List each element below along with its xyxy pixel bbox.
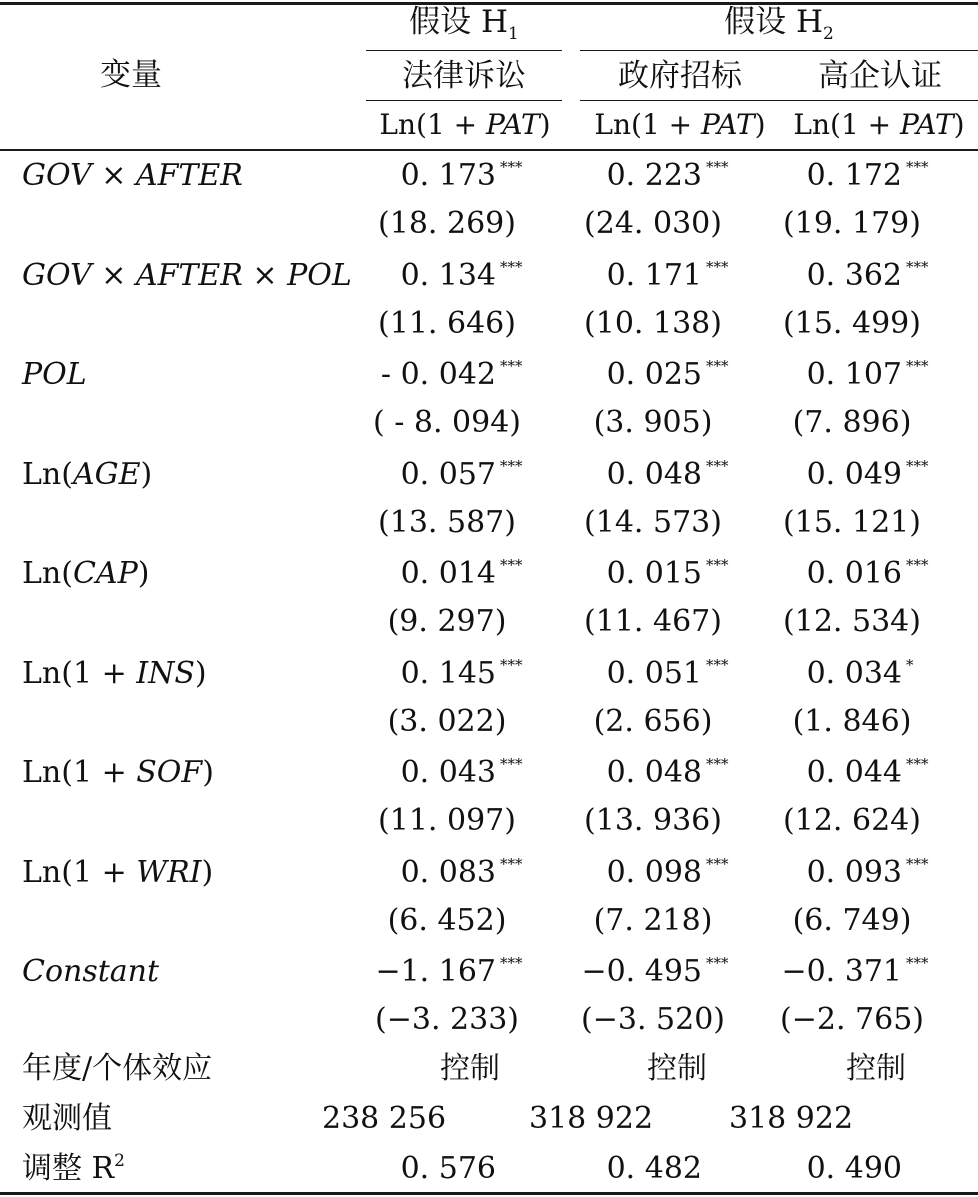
coefficient-cell [375, 954, 536, 994]
significance-stars: *** [500, 556, 523, 574]
coefficient-cell [607, 556, 742, 596]
significance-stars: *** [706, 656, 729, 674]
coefficient-value: 0. 223 [606, 158, 702, 193]
adjusted-r2-value: 0. 576 [400, 1151, 496, 1186]
dependent-variable-1: Ln(1 + PAT) [379, 108, 551, 141]
coefficient-value: 0. 049 [806, 457, 902, 492]
coefficient-value: −0. 495 [581, 954, 702, 989]
column-header-government-bidding: 政府招标 [618, 58, 742, 94]
coefficient-value: - 0. 042 [380, 357, 496, 392]
table-header-rule [0, 149, 978, 151]
significance-stars: *** [906, 755, 929, 773]
coefficient-cell [807, 656, 942, 696]
observations-value: 318 922 [729, 1101, 854, 1136]
significance-stars: *** [906, 258, 929, 276]
significance-stars: *** [500, 158, 523, 176]
variable-header: 变量 [100, 57, 162, 93]
coefficient-value: 0. 025 [606, 357, 702, 392]
coefficient-value: 0. 057 [400, 457, 496, 492]
coefficient-value: −0. 371 [781, 954, 902, 989]
coefficient-cell [401, 556, 536, 596]
significance-stars: *** [706, 954, 729, 972]
coefficient-cell [607, 457, 742, 497]
coefficient-cell [607, 855, 742, 895]
coefficient-value: 0. 093 [806, 855, 902, 890]
t-statistic: (15. 121) [783, 505, 921, 540]
significance-stars: * [906, 656, 914, 674]
row-label: Ln(CAP) [22, 556, 150, 591]
adjusted-r2-value: 0. 482 [606, 1151, 702, 1186]
coefficient-cell [401, 457, 536, 497]
significance-stars: *** [906, 855, 929, 873]
row-label: Constant [22, 954, 160, 989]
coefficient-cell [807, 158, 942, 198]
t-statistic: (13. 587) [378, 505, 516, 540]
coefficient-value: 0. 173 [400, 158, 496, 193]
t-statistic: (19. 179) [783, 206, 921, 241]
coefficient-value: 0. 015 [606, 556, 702, 591]
row-label: Ln(1 + INS) [22, 656, 207, 691]
coefficient-cell [381, 357, 536, 397]
coefficient-cell [607, 656, 742, 696]
observations-value: 238 256 [322, 1101, 447, 1136]
significance-stars: *** [906, 158, 929, 176]
coefficient-cell [401, 755, 536, 795]
row-label: Ln(1 + SOF) [22, 755, 214, 790]
table-bottom-rule [0, 1192, 978, 1195]
coefficient-cell [401, 158, 536, 198]
significance-stars: *** [906, 556, 929, 574]
t-statistic: (−3. 233) [375, 1002, 519, 1037]
significance-stars: *** [706, 357, 729, 375]
coefficient-cell [401, 656, 536, 696]
significance-stars: *** [500, 656, 523, 674]
t-statistic: (18. 269) [378, 206, 516, 241]
significance-stars: *** [500, 357, 523, 375]
significance-stars: *** [906, 357, 929, 375]
coefficient-cell [807, 755, 942, 795]
coefficient-value: 0. 048 [606, 457, 702, 492]
coefficient-value: 0. 034 [806, 656, 902, 691]
observations-value: 318 922 [529, 1101, 654, 1136]
significance-stars: *** [706, 556, 729, 574]
t-statistic: (12. 624) [783, 803, 921, 838]
t-statistic: (−2. 765) [780, 1002, 924, 1037]
effects-value: 控制 [846, 1051, 906, 1086]
significance-stars: *** [706, 258, 729, 276]
coefficient-value: 0. 043 [400, 755, 496, 790]
dependent-variable-2: Ln(1 + PAT) [594, 108, 766, 141]
coefficient-value: 0. 083 [400, 855, 496, 890]
t-statistic: (7. 218) [593, 903, 713, 938]
coefficient-value: 0. 107 [806, 357, 902, 392]
coefficient-value: 0. 171 [606, 258, 702, 293]
column-header-high-tech-certification: 高企认证 [818, 58, 942, 94]
coefficient-cell [607, 755, 742, 795]
t-statistic: (11. 467) [584, 604, 722, 639]
hypothesis-2-header: 假设 $H_2$ [724, 4, 834, 44]
significance-stars: *** [706, 855, 729, 873]
t-statistic: (10. 138) [584, 306, 722, 341]
hypothesis-2-rule [580, 50, 978, 51]
t-statistic: (9. 297) [387, 604, 507, 639]
coefficient-value: 0. 098 [606, 855, 702, 890]
t-statistic: (7. 896) [792, 405, 912, 440]
significance-stars: *** [706, 755, 729, 773]
t-statistic: (6. 452) [387, 903, 507, 938]
coefficient-cell [781, 954, 942, 994]
column-2-3-rule [580, 100, 978, 101]
significance-stars: *** [906, 457, 929, 475]
significance-stars: *** [500, 755, 523, 773]
coefficient-cell [807, 357, 942, 397]
significance-stars: *** [706, 457, 729, 475]
coefficient-cell [607, 158, 742, 198]
t-statistic: (2. 656) [593, 704, 713, 739]
coefficient-value: 0. 362 [806, 258, 902, 293]
coefficient-value: 0. 051 [606, 656, 702, 691]
hypothesis-1-rule [366, 50, 562, 51]
coefficient-cell [807, 556, 942, 596]
coefficient-cell [607, 258, 742, 298]
t-statistic: (3. 022) [387, 704, 507, 739]
t-statistic: (6. 749) [792, 903, 912, 938]
effects-value: 控制 [440, 1051, 500, 1086]
significance-stars: *** [906, 954, 929, 972]
t-statistic: (12. 534) [783, 604, 921, 639]
column-header-lawsuit: 法律诉讼 [402, 58, 526, 94]
adjusted-r2-value: 0. 490 [806, 1151, 902, 1186]
t-statistic: (14. 573) [584, 505, 722, 540]
t-statistic: (−3. 520) [581, 1002, 725, 1037]
t-statistic: (1. 846) [792, 704, 912, 739]
t-statistic: (13. 936) [584, 803, 722, 838]
coefficient-value: 0. 134 [400, 258, 496, 293]
coefficient-value: −1. 167 [375, 954, 496, 989]
row-label: POL [22, 357, 87, 392]
coefficient-cell [807, 855, 942, 895]
coefficient-value: 0. 145 [400, 656, 496, 691]
coefficient-cell [607, 357, 742, 397]
t-statistic: (3. 905) [593, 405, 713, 440]
significance-stars: *** [706, 158, 729, 176]
significance-stars: *** [500, 954, 523, 972]
significance-stars: *** [500, 258, 523, 276]
effects-value: 控制 [647, 1051, 707, 1086]
t-statistic: (15. 499) [783, 306, 921, 341]
coefficient-value: 0. 048 [606, 755, 702, 790]
coefficient-value: 0. 044 [806, 755, 902, 790]
t-statistic: (11. 097) [378, 803, 516, 838]
t-statistic: (11. 646) [378, 306, 516, 341]
hypothesis-1-header: 假设 $H_1$ [409, 4, 519, 44]
coefficient-value: 0. 172 [806, 158, 902, 193]
coefficient-cell [401, 855, 536, 895]
row-label: Ln(AGE) [22, 457, 153, 492]
adjusted-r2-label: 调整 $R^2$ [22, 1151, 125, 1186]
dependent-variable-3: Ln(1 + PAT) [793, 108, 965, 141]
coefficient-cell [581, 954, 742, 994]
coefficient-cell [807, 258, 942, 298]
row-label: GOV × AFTER [22, 158, 243, 193]
significance-stars: *** [500, 457, 523, 475]
t-statistic: ( - 8. 094) [372, 405, 522, 440]
row-label: Ln(1 + WRI) [22, 855, 214, 890]
t-statistic: (24. 030) [584, 206, 722, 241]
coefficient-cell [807, 457, 942, 497]
significance-stars: *** [500, 855, 523, 873]
effects-label: 年度/个体效应 [22, 1051, 213, 1086]
coefficient-cell [401, 258, 536, 298]
observations-label: 观测值 [22, 1101, 112, 1136]
coefficient-value: 0. 014 [400, 556, 496, 591]
column-1-rule [366, 100, 562, 101]
coefficient-value: 0. 016 [806, 556, 902, 591]
row-label: GOV × AFTER × POL [22, 258, 352, 293]
